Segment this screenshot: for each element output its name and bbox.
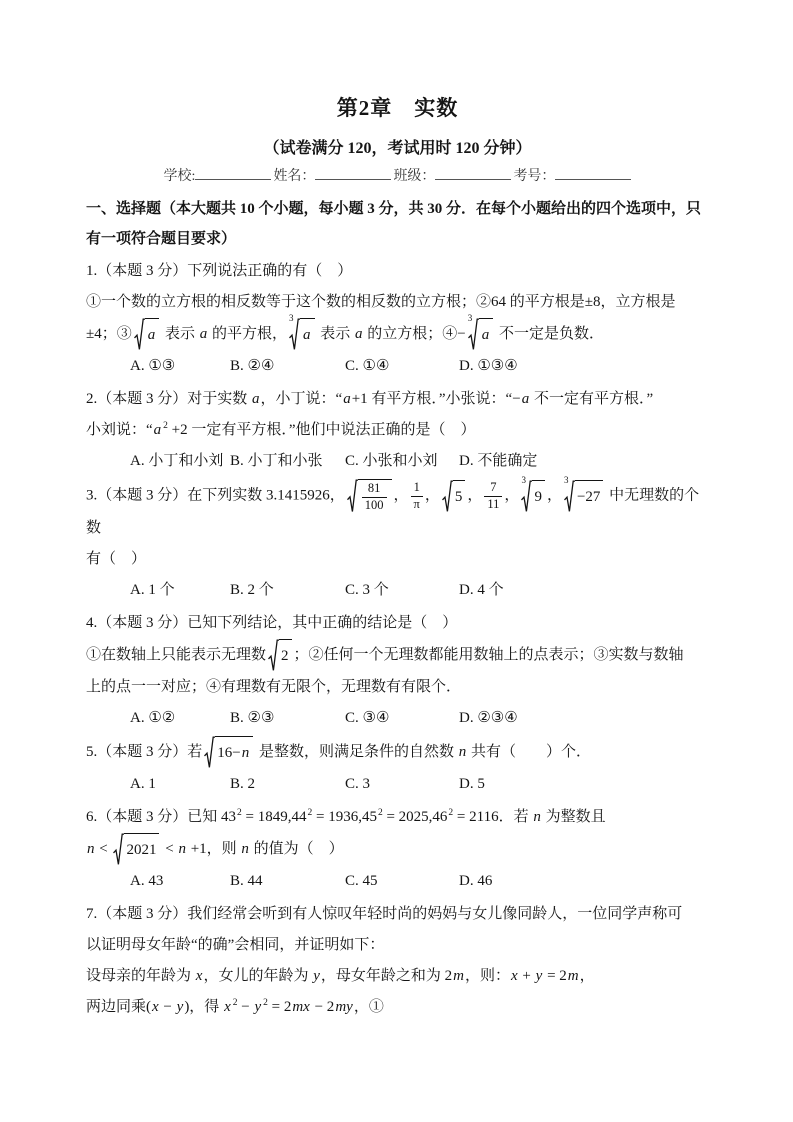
radical-sign-icon: [442, 480, 453, 513]
root-index: 3: [467, 313, 473, 323]
math-variable: a: [355, 325, 363, 342]
math-variable: a: [147, 327, 156, 343]
square-root: [268, 639, 292, 672]
question-line: 4.（本题 3 分）已知下列结论，其中正确的结论是（ ）: [86, 615, 458, 632]
math-variable: n: [178, 841, 186, 858]
math-variable: a: [521, 391, 530, 407]
info-label: 学校:: [163, 169, 196, 184]
exam-meta: （试卷满分 120，考试用时 120 分钟）: [263, 140, 532, 157]
root-index: 3: [521, 474, 526, 485]
options-row: [86, 769, 709, 800]
superscript: 2: [448, 808, 454, 819]
info-field: [393, 165, 511, 185]
question-line: 以证明母女年龄“的确”会相同，并证明如下：: [86, 937, 385, 954]
option: C. 3 个: [345, 582, 389, 599]
radical-sign-icon: [468, 318, 479, 351]
option: A. 43: [130, 873, 164, 890]
options-row: [86, 446, 709, 477]
math-variable: n: [458, 744, 467, 761]
math-variable: a: [252, 391, 260, 407]
info-field: [273, 165, 391, 185]
question-7: [86, 899, 709, 1023]
info-blank-line: [555, 166, 631, 180]
math-variable: y: [313, 968, 320, 985]
numerator: 7: [484, 480, 502, 497]
cube-root: [289, 313, 315, 351]
math-variable: x: [195, 968, 203, 985]
question-line: 上的点一一对应；④有理数有无限个，无理数有有限个．: [86, 679, 462, 696]
radical-sign-icon: [204, 736, 215, 769]
question-line: 2.（本题 3 分）对于实数 a，小丁说：“a+1 有平方根．”小张说：“−a 不一定有平方根．”: [86, 391, 654, 407]
option: A. ①③: [130, 358, 176, 374]
question-1: [86, 256, 709, 382]
question-line: 7.（本题 3 分）我们经常会听到有人惊叹年轻时尚的妈妈与女儿像同龄人，一位同学声称可: [86, 906, 683, 923]
root-index: 3: [289, 313, 294, 323]
math-variable: x: [511, 968, 518, 985]
option: C. ①④: [345, 358, 390, 374]
radicand: 16− n: [215, 736, 253, 769]
options-row: [86, 866, 709, 897]
options-row: [86, 351, 709, 382]
info-blank-line: [435, 166, 511, 180]
option: A. 1 个: [130, 582, 175, 599]
question-line: 有（ ）: [86, 551, 147, 568]
option: B. ②③: [230, 710, 275, 727]
square-root: [347, 479, 392, 513]
superscript: 2: [377, 808, 383, 819]
questions-list: [86, 256, 709, 1023]
question-line: 两边同乘(x − y)，得 x $^2$ − y $^2$ = 2mx − 2my，①: [86, 998, 384, 1016]
question-line: 1.（本题 3 分）下列说法正确的有（ ）: [86, 263, 353, 279]
math-variable: a: [153, 422, 162, 438]
info-label: 考号：: [513, 169, 556, 184]
radicand: [479, 318, 494, 351]
option: C. ③④: [345, 710, 390, 727]
option: A. 1: [130, 776, 156, 793]
numerator: 81: [362, 481, 387, 498]
radical-sign-icon: [113, 833, 124, 866]
radical-sign-icon: [268, 639, 279, 672]
question-line: n < 2021 < n +1，则 n 的值为（ ）: [86, 833, 709, 866]
math-variable: x: [152, 999, 159, 1016]
cube-root: [521, 474, 545, 513]
radicand: 9: [532, 480, 545, 513]
question-3: [86, 474, 709, 606]
math-variable: a: [199, 325, 208, 342]
option: A. ①②: [130, 710, 176, 727]
section-header: 一、选择题（本大题共 10 个小题，每小题 3 分，共 30 分．在每个小题给出的四个选项中，只有一项符合题目要求）: [86, 201, 702, 247]
fraction: [411, 480, 423, 512]
option: C. 小张和小刘: [345, 453, 438, 469]
info-blank-line: [315, 166, 391, 180]
option: D. ②③④: [459, 710, 518, 727]
square-root: [204, 736, 253, 769]
option: B. 2: [230, 776, 256, 793]
fraction: [484, 480, 502, 512]
math-variable: a: [343, 391, 351, 407]
info-field: [164, 165, 272, 185]
info-label: 班级：: [393, 169, 436, 184]
question-6: [86, 802, 709, 897]
question-5: [86, 736, 709, 800]
options-row: [86, 575, 709, 606]
info-field: [513, 165, 631, 185]
math-variable: mx: [292, 999, 310, 1016]
option: D. 46: [459, 873, 493, 890]
question-line: ①一个数的立方根的相反数等于这个数的相反数的立方根；②64 的平方根是±8，立方根是: [86, 294, 676, 310]
option: D. 4 个: [459, 582, 504, 599]
square-root: [113, 833, 159, 866]
option: C. 45: [345, 873, 378, 890]
math-variable: a: [303, 327, 311, 343]
superscript: 2: [232, 998, 238, 1009]
math-variable: my: [335, 999, 353, 1016]
options-row: [86, 703, 709, 734]
radicand: −27: [575, 480, 603, 513]
question-line: 设母亲的年龄为 x，女儿的年龄为 y，母女年龄之和为 2m，则：x + y = 2m，: [86, 968, 595, 985]
square-root: [442, 480, 466, 513]
option: D. 5: [459, 776, 485, 793]
denominator: 11: [487, 496, 500, 511]
math-variable: n: [241, 841, 249, 858]
question-line: 小刘说：“a $^2$ +2 一定有平方根．”他们中说法正确的是（ ）: [86, 421, 476, 438]
root-index: 3: [563, 474, 569, 485]
option: C. 3: [345, 776, 371, 793]
radical-sign-icon: [134, 318, 145, 351]
math-variable: n: [87, 841, 95, 858]
option: B. 44: [230, 873, 263, 890]
option: D. 不能确定: [459, 453, 538, 469]
option: B. 2 个: [230, 582, 274, 599]
radicand: [145, 318, 160, 351]
question-2: [86, 384, 709, 477]
radical-sign-icon: [564, 480, 575, 513]
superscript: 2: [307, 808, 313, 819]
numerator: 1: [411, 480, 423, 497]
math-variable: y: [176, 999, 184, 1016]
radical-sign-icon: [347, 479, 358, 513]
radical-sign-icon: [521, 480, 532, 513]
math-variable: a: [481, 327, 490, 343]
question-4: [86, 608, 709, 734]
math-variable: m: [567, 968, 579, 985]
cube-root: [563, 474, 603, 513]
radicand: [300, 318, 315, 351]
question-line: 5.（本题 3 分）若 16− n 是整数，则满足条件的自然数 n 共有（ ）个．: [86, 736, 709, 769]
denominator: π: [413, 496, 420, 511]
question-line: 6.（本题 3 分）已知 $43^2 = 1849,44^2 = 1936,45^2 = 2025,46^2 = 2116$．若 n 为整数且: [86, 808, 606, 826]
math-variable: n: [533, 809, 541, 826]
superscript: 2: [237, 808, 242, 819]
superscript: 2: [163, 421, 168, 431]
cube-root: [467, 313, 494, 351]
option: B. 小丁和小张: [230, 453, 323, 469]
square-root: [134, 318, 160, 351]
radicand: 2021: [124, 833, 159, 866]
option: D. ①③④: [459, 358, 518, 374]
info-label: 姓名：: [273, 169, 316, 184]
radicand: 5: [453, 480, 466, 513]
math-variable: x: [224, 999, 231, 1016]
denominator: 100: [364, 497, 384, 512]
question-line: ±4；③ a 表示 a 的平方根， 3 a 表示 a 的立方根；④− 3 a 不一定是负数．: [86, 318, 709, 351]
math-variable: m: [453, 968, 464, 985]
option: A. 小丁和小刘: [130, 453, 224, 469]
radicand: 2: [279, 639, 292, 672]
math-variable: n: [241, 745, 250, 762]
fraction: [362, 481, 387, 513]
math-variable: y: [535, 968, 543, 985]
question-line: 3.（本题 3 分）在下列实数 3.1415926， $\frac{81}{100}$ ， $\frac{1}{\pi}$ ， 5 ， $\frac{7}{11}$ ， 3 9 ， 3 −27 中无理数的个数: [86, 474, 700, 537]
math-variable: y: [254, 999, 262, 1016]
info-blank-line: [195, 166, 271, 180]
question-line: ①在数轴上只能表示无理数 2 ；②任何一个无理数都能用数轴上的点表示；③实数与数轴: [86, 639, 709, 672]
option: B. ②④: [230, 358, 275, 374]
page-title: 第2章 实数: [336, 96, 459, 120]
superscript: 2: [263, 998, 268, 1009]
student-info-row: [86, 165, 709, 185]
radicand: [358, 479, 392, 513]
radical-sign-icon: [289, 318, 300, 351]
